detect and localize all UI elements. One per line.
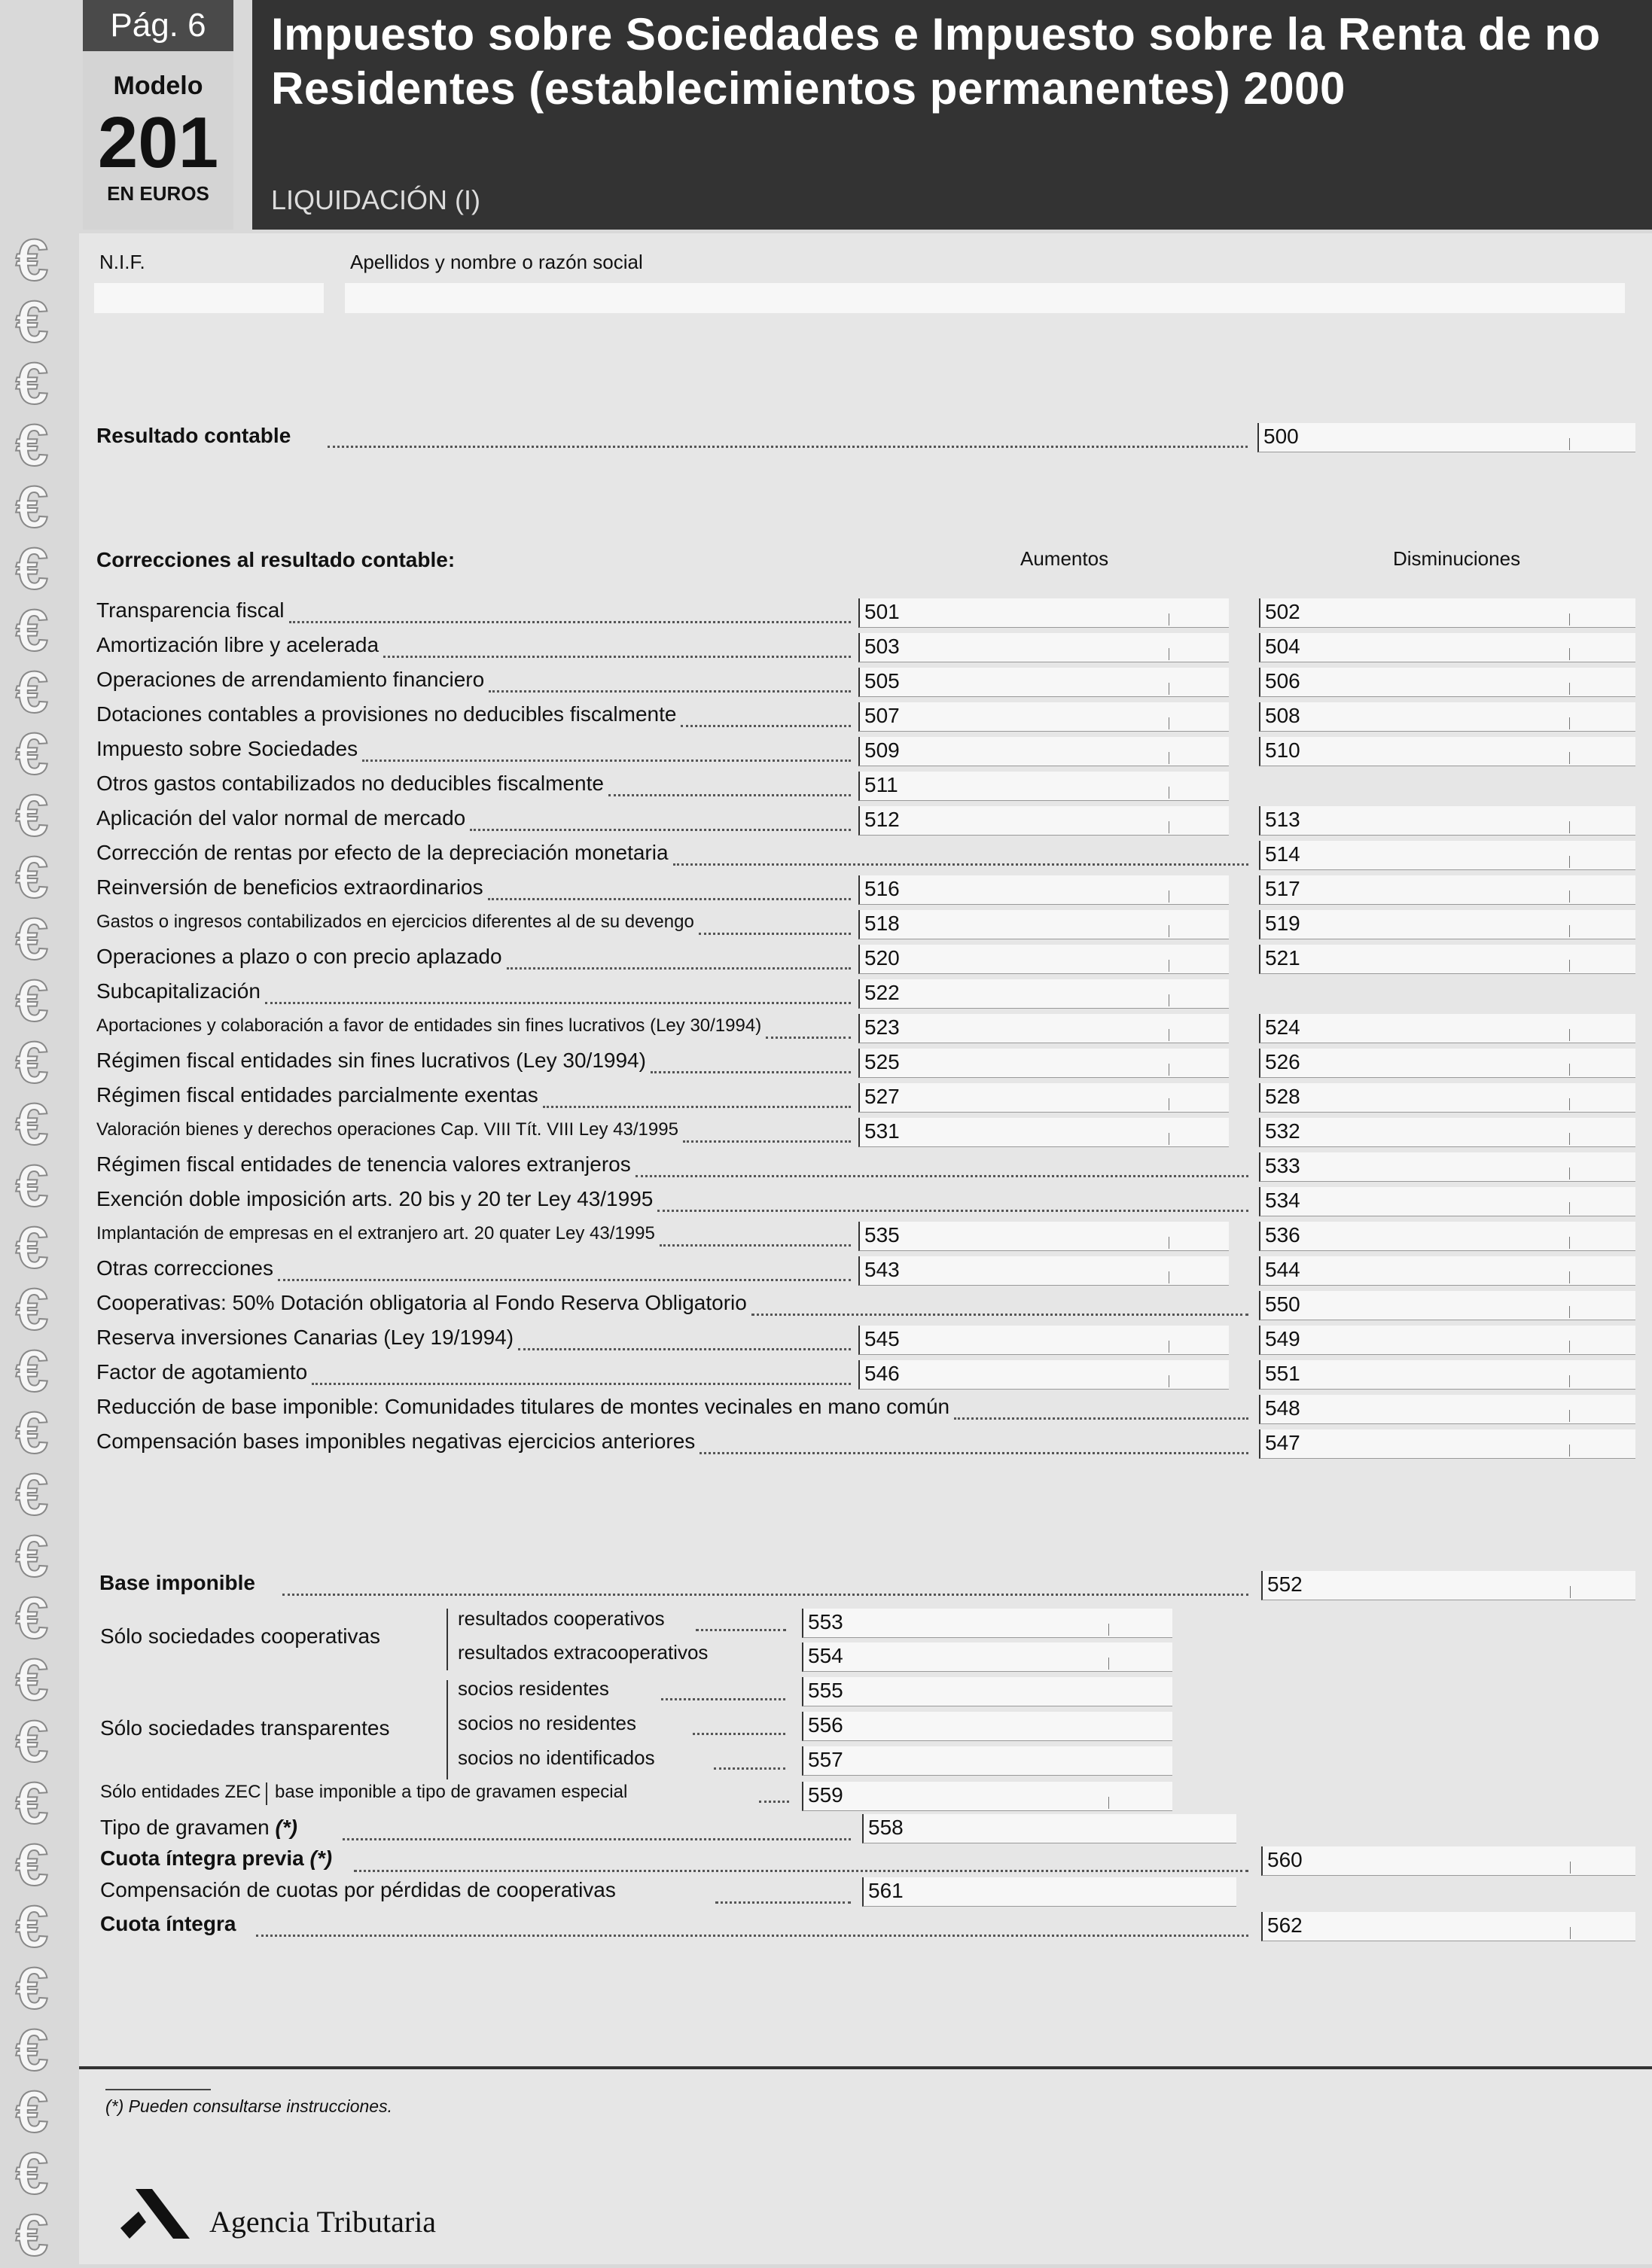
zec-sub-label: base imponible a tipo de gravamen especial <box>275 1782 628 1802</box>
previa-label <box>100 1846 332 1871</box>
note-rule <box>105 2089 211 2090</box>
dot-leader <box>751 1312 1248 1316</box>
field-code: 549 <box>1265 1327 1300 1350</box>
correccion-label: Régimen fiscal entidades parcialmente exentas <box>96 1083 538 1107</box>
field-551[interactable] <box>1259 1360 1635 1390</box>
coop-row-label: resultados extracooperativos <box>458 1641 709 1664</box>
euro-icon: € <box>15 1770 49 1836</box>
correccion-label: Régimen fiscal entidades sin fines lucrativos (Ley 30/1994) <box>96 1049 646 1072</box>
field-code: 559 <box>808 1783 843 1807</box>
field-534[interactable] <box>1259 1187 1635 1216</box>
field-536[interactable] <box>1259 1222 1635 1251</box>
integra-label: Cuota íntegra <box>100 1912 236 1935</box>
field-separator <box>1569 856 1570 868</box>
base-label: Base imponible <box>99 1571 255 1594</box>
dot-leader <box>696 1627 786 1631</box>
euro-icon: € <box>15 720 49 787</box>
dot-leader <box>700 1451 1248 1454</box>
correccion-label: Amortización libre y acelerada <box>96 633 379 656</box>
correccion-label: Otras correcciones <box>96 1256 273 1280</box>
correccion-label: Régimen fiscal entidades de tenencia valores extranjeros <box>96 1152 631 1176</box>
tipo-label <box>100 1816 297 1840</box>
field-code: 536 <box>1265 1223 1300 1247</box>
correccion-label: Otros gastos contabilizados no deducibles fiscalmente <box>96 772 604 795</box>
correccion-label: Cooperativas: 50% Dotación obligatoria al Fondo Reserva Obligatorio <box>96 1291 747 1314</box>
field-557[interactable] <box>802 1746 1172 1776</box>
field-532[interactable] <box>1259 1118 1635 1147</box>
field-separator <box>1569 1271 1570 1283</box>
dot-leader <box>470 827 851 831</box>
dot-leader <box>681 723 851 727</box>
field-separator <box>1108 1624 1109 1636</box>
dot-leader <box>766 1035 851 1039</box>
dot-leader <box>278 1277 851 1281</box>
correccion-label: Subcapitalización <box>96 979 261 1003</box>
field-separator <box>1569 683 1570 695</box>
field-separator <box>1570 1927 1571 1939</box>
field-code: 534 <box>1265 1189 1300 1212</box>
field-separator <box>1569 438 1570 450</box>
field-535[interactable] <box>858 1222 1229 1251</box>
euro-icon: € <box>15 967 49 1034</box>
name-input[interactable] <box>345 283 1625 313</box>
field-504[interactable] <box>1259 633 1635 662</box>
dot-leader <box>660 1243 851 1247</box>
coop-label: Sólo sociedades cooperativas <box>100 1624 381 1648</box>
euro-icon: € <box>15 906 49 972</box>
field-545[interactable] <box>858 1326 1229 1355</box>
euro-icon: € <box>15 1461 49 1527</box>
dot-leader <box>693 1731 785 1735</box>
euro-icon: € <box>15 2078 49 2145</box>
field-code: 535 <box>864 1223 900 1247</box>
field-516[interactable] <box>858 875 1229 905</box>
dot-leader <box>354 1868 1248 1872</box>
comp-label: Compensación de cuotas por pérdidas de cooperativas <box>100 1878 616 1901</box>
dot-leader <box>699 931 851 935</box>
field-code: 547 <box>1265 1431 1300 1454</box>
dot-leader <box>328 444 1248 448</box>
euro-icon: € <box>15 2202 49 2268</box>
field-separator <box>1569 613 1570 626</box>
transp-row-label: socios no identificados <box>458 1746 655 1769</box>
field-code: 518 <box>864 912 900 935</box>
field-508[interactable] <box>1259 702 1635 732</box>
dot-leader <box>343 1837 851 1840</box>
brace <box>266 1782 275 1805</box>
transp-row-label: socios residentes <box>458 1677 609 1700</box>
field-505[interactable] <box>858 668 1229 697</box>
field-549[interactable] <box>1259 1326 1635 1355</box>
field-code: 555 <box>808 1679 843 1702</box>
field-code: 511 <box>864 773 898 796</box>
field-559[interactable] <box>802 1782 1172 1811</box>
euro-icon: € <box>15 1831 49 1898</box>
field-code: 532 <box>1265 1119 1300 1143</box>
field-code: 562 <box>1267 1913 1303 1937</box>
dot-leader <box>507 966 851 970</box>
euro-icon: € <box>15 1893 49 1959</box>
field-553[interactable] <box>802 1609 1172 1638</box>
field-separator <box>1569 648 1570 660</box>
resultado-label: Resultado contable <box>96 424 291 447</box>
field-code: 528 <box>1265 1085 1300 1108</box>
agency-logo-text: Agencia Tributaria <box>209 2205 437 2239</box>
field-509[interactable] <box>858 737 1229 766</box>
field-521[interactable] <box>1259 945 1635 974</box>
field-code: 525 <box>864 1050 900 1073</box>
previa-asterisk: (*) <box>309 1846 333 1870</box>
form-title: Impuesto sobre Sociedades e Impuesto sobre la Renta de no Residentes (establecimientos permanentes) 2000 <box>271 9 1601 114</box>
section-title: LIQUIDACIÓN (I) <box>271 184 481 215</box>
field-550[interactable] <box>1259 1291 1635 1320</box>
field-code: 512 <box>864 808 900 831</box>
field-separator <box>1569 1202 1570 1214</box>
euro-icon: € <box>15 597 49 663</box>
field-separator <box>1570 1862 1571 1874</box>
euro-icon: € <box>15 1523 49 1589</box>
field-code: 550 <box>1265 1292 1300 1316</box>
euro-icon: € <box>15 659 49 725</box>
dot-leader <box>518 1347 851 1350</box>
field-code: 553 <box>808 1610 843 1633</box>
euro-icon: € <box>15 288 49 355</box>
field-520[interactable] <box>858 945 1229 974</box>
field-code: 508 <box>1265 704 1300 727</box>
dot-leader <box>256 1933 1248 1937</box>
correccion-label: Impuesto sobre Sociedades <box>96 737 358 760</box>
transp-label: Sólo sociedades transparentes <box>100 1716 390 1740</box>
field-separator <box>1108 1658 1109 1670</box>
col-aumentos: Aumentos <box>1020 547 1109 570</box>
field-code: 548 <box>1265 1396 1300 1420</box>
currency-label: EN EUROS <box>107 182 209 205</box>
brace <box>447 1609 456 1670</box>
field-code: 516 <box>864 877 900 900</box>
field-512[interactable] <box>858 806 1229 836</box>
field-code: 556 <box>808 1713 843 1737</box>
field-525[interactable] <box>858 1049 1229 1078</box>
dot-leader <box>312 1381 851 1385</box>
dot-leader <box>661 1697 785 1700</box>
correccion-label: Implantación de empresas en el extranjero art. 20 quater Ley 43/1995 <box>96 1223 655 1244</box>
field-code: 507 <box>864 704 900 727</box>
field-code: 500 <box>1263 425 1299 448</box>
euro-icon: € <box>15 473 49 540</box>
field-510[interactable] <box>1259 737 1635 766</box>
field-separator <box>1569 1341 1570 1353</box>
field-code: 514 <box>1265 842 1300 866</box>
euro-icon: € <box>15 1646 49 1712</box>
euro-watermark-column <box>0 227 64 2268</box>
name-label: Apellidos y nombre o razón social <box>350 251 643 273</box>
field-526[interactable] <box>1259 1049 1635 1078</box>
field-code: 519 <box>1265 912 1300 935</box>
dot-leader <box>759 1799 789 1803</box>
correccion-label: Exención doble imposición arts. 20 bis y 20 ter Ley 43/1995 <box>96 1187 654 1210</box>
field-code: 558 <box>868 1816 904 1839</box>
field-code: 552 <box>1267 1572 1303 1596</box>
correccion-label: Aportaciones y colaboración a favor de entidades sin fines lucrativos (Ley 30/1994) <box>96 1015 762 1036</box>
field-555[interactable] <box>802 1677 1172 1706</box>
page-number: Pág. 6 <box>83 0 233 51</box>
euro-icon: € <box>15 2017 49 2083</box>
field-code: 521 <box>1265 946 1300 970</box>
euro-icon: € <box>15 350 49 416</box>
field-code: 503 <box>864 635 900 658</box>
footer-rule <box>79 2066 1652 2069</box>
field-511[interactable] <box>858 772 1229 801</box>
correccion-label: Gastos o ingresos contabilizados en ejercicios diferentes al de su devengo <box>96 912 694 932</box>
field-503[interactable] <box>858 633 1229 662</box>
correccion-label: Reinversión de beneficios extraordinarios <box>96 875 483 899</box>
field-527[interactable] <box>858 1083 1229 1113</box>
dot-leader <box>714 1766 785 1770</box>
euro-icon: € <box>15 1955 49 2021</box>
field-558[interactable] <box>862 1814 1236 1843</box>
field-separator <box>1569 1410 1570 1422</box>
field-separator <box>1569 960 1570 972</box>
field-514[interactable] <box>1259 841 1635 870</box>
correccion-label: Operaciones de arrendamiento financiero <box>96 668 485 691</box>
brace <box>447 1680 456 1779</box>
field-separator <box>1569 1167 1570 1180</box>
dot-leader <box>673 862 1248 866</box>
field-separator <box>1569 1098 1570 1110</box>
field-560[interactable] <box>1261 1846 1635 1876</box>
field-517[interactable] <box>1259 875 1635 905</box>
dot-leader <box>683 1139 851 1143</box>
field-separator <box>1569 1237 1570 1249</box>
field-522[interactable] <box>858 979 1229 1009</box>
field-code: 554 <box>808 1644 843 1667</box>
correccion-label: Dotaciones contables a provisiones no deducibles fiscalmente <box>96 702 677 726</box>
field-548[interactable] <box>1259 1395 1635 1424</box>
field-501[interactable] <box>858 598 1229 628</box>
field-code: 557 <box>808 1748 843 1771</box>
euro-icon: € <box>15 844 49 910</box>
field-separator <box>1569 925 1570 937</box>
euro-icon: € <box>15 1152 49 1219</box>
dot-leader <box>489 689 851 693</box>
correccion-label: Compensación bases imponibles negativas ejercicios anteriores <box>96 1429 696 1453</box>
model-number: 201 <box>97 102 219 183</box>
dot-leader <box>715 1900 851 1904</box>
field-547[interactable] <box>1259 1429 1635 1459</box>
transp-row-label: socios no residentes <box>458 1712 637 1734</box>
field-533[interactable] <box>1259 1152 1635 1182</box>
field-code: 513 <box>1265 808 1300 831</box>
euro-icon: € <box>15 782 49 848</box>
nif-label: N.I.F. <box>99 251 145 273</box>
field-561[interactable] <box>862 1877 1236 1907</box>
correcciones-heading: Correcciones al resultado contable: <box>96 548 456 571</box>
field-separator <box>1108 1797 1109 1809</box>
euro-icon: € <box>15 1276 49 1342</box>
field-code: 560 <box>1267 1848 1303 1871</box>
euro-icon: € <box>15 227 49 293</box>
field-code: 502 <box>1265 600 1300 623</box>
field-543[interactable] <box>858 1256 1229 1286</box>
dot-leader <box>289 620 851 623</box>
field-code: 546 <box>864 1362 900 1385</box>
field-518[interactable] <box>858 910 1229 939</box>
field-524[interactable] <box>1259 1014 1635 1043</box>
field-code: 520 <box>864 946 900 970</box>
field-separator <box>1569 1064 1570 1076</box>
tipo-text: Tipo de gravamen <box>100 1816 270 1839</box>
dot-leader <box>383 654 851 658</box>
tipo-asterisk: (*) <box>275 1816 297 1839</box>
correccion-label: Factor de agotamiento <box>96 1360 308 1384</box>
field-552[interactable] <box>1261 1571 1635 1600</box>
field-523[interactable] <box>858 1014 1229 1043</box>
field-separator <box>1569 1133 1570 1145</box>
agency-logo-icon <box>105 2183 196 2243</box>
euro-icon: € <box>15 1338 49 1404</box>
zec-label: Sólo entidades ZEC <box>100 1782 261 1802</box>
correccion-label: Transparencia fiscal <box>96 598 285 622</box>
field-code: 526 <box>1265 1050 1300 1073</box>
correccion-label: Corrección de rentas por efecto de la depreciación monetaria <box>96 841 669 864</box>
dot-leader <box>282 1592 1248 1596</box>
euro-icon: € <box>15 1399 49 1466</box>
dot-leader <box>651 1070 851 1073</box>
dot-leader <box>636 1174 1248 1177</box>
euro-icon: € <box>15 1091 49 1157</box>
field-546[interactable] <box>858 1360 1229 1390</box>
field-528[interactable] <box>1259 1083 1635 1113</box>
footnote: (*) Pueden consultarse instrucciones. <box>105 2096 392 2116</box>
field-code: 523 <box>864 1015 900 1039</box>
field-554[interactable] <box>802 1642 1172 1672</box>
field-separator <box>1569 752 1570 764</box>
field-code: 524 <box>1265 1015 1300 1039</box>
field-513[interactable] <box>1259 806 1635 836</box>
field-code: 544 <box>1265 1258 1300 1281</box>
dot-leader <box>362 758 851 762</box>
euro-icon: € <box>15 1029 49 1095</box>
field-separator <box>1569 1029 1570 1041</box>
field-separator <box>1569 717 1570 729</box>
field-500[interactable] <box>1257 423 1635 452</box>
dot-leader <box>954 1416 1248 1420</box>
field-separator <box>1570 1586 1571 1598</box>
field-502[interactable] <box>1259 598 1635 628</box>
previa-text: Cuota íntegra previa <box>100 1846 304 1870</box>
field-code: 510 <box>1265 738 1300 762</box>
dot-leader <box>657 1208 1248 1212</box>
field-code: 501 <box>864 600 900 623</box>
euro-icon: € <box>15 412 49 478</box>
euro-icon: € <box>15 1708 49 1774</box>
field-code: 551 <box>1265 1362 1300 1385</box>
euro-icon: € <box>15 1214 49 1280</box>
nif-input[interactable] <box>94 283 324 313</box>
dot-leader <box>608 793 851 796</box>
field-code: 504 <box>1265 635 1300 658</box>
correccion-label: Aplicación del valor normal de mercado <box>96 806 466 830</box>
field-code: 545 <box>864 1327 900 1350</box>
field-separator <box>1569 890 1570 903</box>
correccion-label: Valoración bienes y derechos operaciones Cap. VIII Tít. VIII Ley 43/1995 <box>96 1119 678 1140</box>
field-code: 505 <box>864 669 900 693</box>
field-562[interactable] <box>1261 1912 1635 1941</box>
field-code: 506 <box>1265 669 1300 693</box>
field-separator <box>1569 1375 1570 1387</box>
field-code: 509 <box>864 738 900 762</box>
field-code: 522 <box>864 981 900 1004</box>
field-separator <box>1569 821 1570 833</box>
field-code: 517 <box>1265 877 1300 900</box>
dot-leader <box>488 897 851 900</box>
col-disminuciones: Disminuciones <box>1393 547 1521 570</box>
field-519[interactable] <box>1259 910 1635 939</box>
field-507[interactable] <box>858 702 1229 732</box>
field-531[interactable] <box>858 1118 1229 1147</box>
field-code: 533 <box>1265 1154 1300 1177</box>
field-506[interactable] <box>1259 668 1635 697</box>
dot-leader <box>543 1104 851 1108</box>
dot-leader <box>265 1000 851 1004</box>
euro-icon: € <box>15 2140 49 2206</box>
field-544[interactable] <box>1259 1256 1635 1286</box>
euro-icon: € <box>15 1585 49 1651</box>
field-code: 531 <box>864 1119 900 1143</box>
field-556[interactable] <box>802 1712 1172 1741</box>
field-code: 527 <box>864 1085 900 1108</box>
coop-row-label: resultados cooperativos <box>458 1607 665 1630</box>
field-separator <box>1569 1306 1570 1318</box>
field-separator <box>1569 1445 1570 1457</box>
field-code: 543 <box>864 1258 900 1281</box>
correccion-label: Operaciones a plazo o con precio aplazado <box>96 945 502 968</box>
correccion-label: Reserva inversiones Canarias (Ley 19/1994) <box>96 1326 514 1349</box>
euro-icon: € <box>15 535 49 601</box>
correccion-label: Reducción de base imponible: Comunidades titulares de montes vecinales en mano común <box>96 1395 950 1418</box>
modelo-label: Modelo <box>113 72 203 100</box>
field-code: 561 <box>868 1879 904 1902</box>
